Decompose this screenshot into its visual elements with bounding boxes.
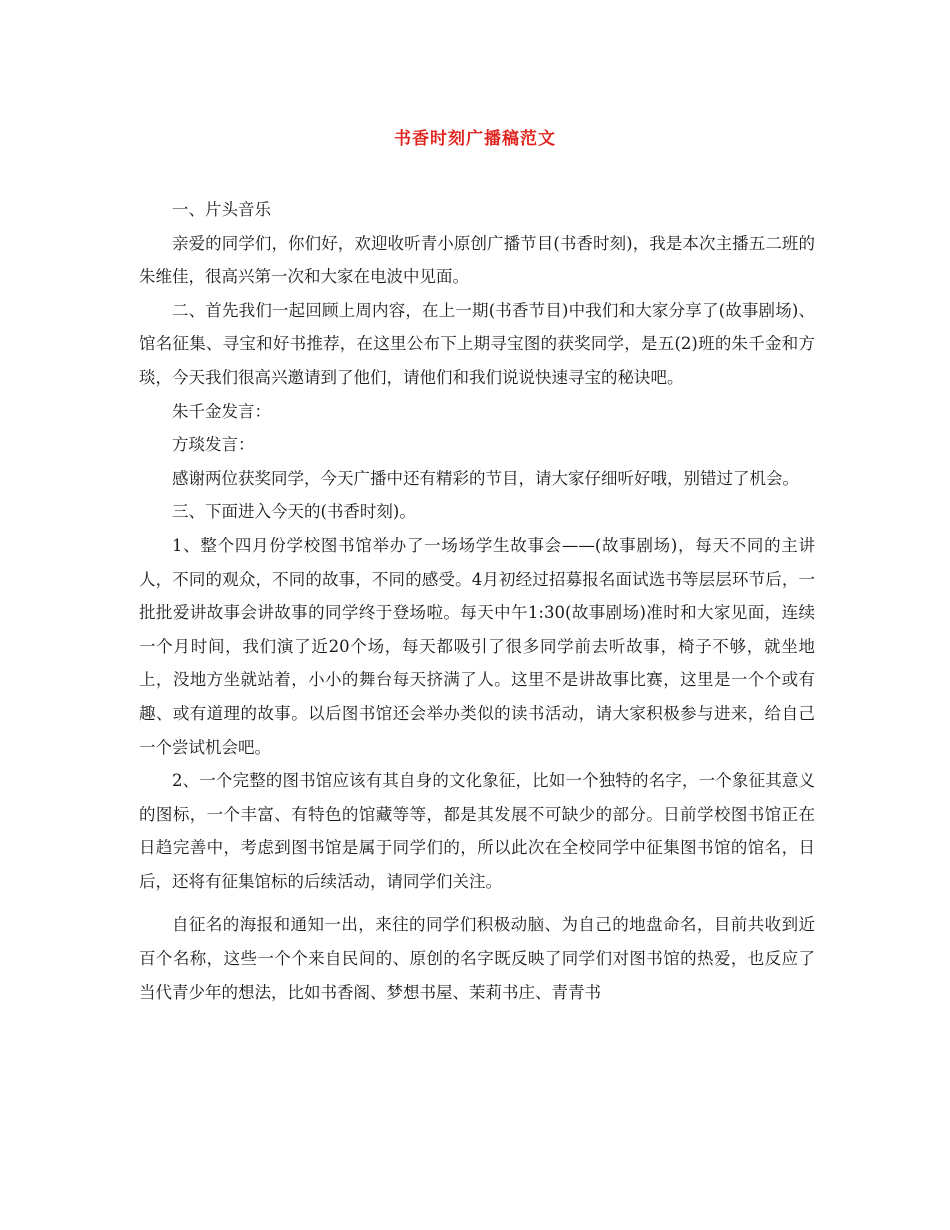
paragraph-greeting: 亲爱的同学们，你们好，欢迎收听青小原创广播节目(书香时刻)，我是本次主播五二班的朱维佳，很高兴第一次和大家在电波中见面。 (139, 233, 815, 287)
paragraph-section-three: 三、下面进入今天的(书香时刻)。 (172, 502, 416, 522)
paragraph-speaker-1: 朱千金发言： (172, 401, 271, 421)
document-body (139, 193, 815, 1009)
paragraph-library-name: 2、一个完整的图书馆应该有其自身的文化象征，比如一个独特的名字，一个象征其意义的图标，一个丰富、有特色的馆藏等等，都是其发展不可缺少的部分。日前学校图书馆正在日趋完善中，考虑到图书馆是属于同学们的，所以此次在全校同学中征集图书馆的馆名，日后，还将有征集馆标的后续活动，请同学们关注。 (139, 771, 815, 891)
paragraph-review: 二、首先我们一起回顾上周内容，在上一期(书香节目)中我们和大家分享了(故事剧场)、馆名征集、寻宝和好书推荐，在这里公布下上期寻宝图的获奖同学，是五(2)班的朱千金和方琰，今天我们很高兴邀请到了他们，请他们和我们说说快速寻宝的秘诀吧。 (139, 300, 815, 387)
document-title: 书香时刻广播稿范文 (394, 129, 556, 149)
paragraph-thanks: 感谢两位获奖同学，今天广播中还有精彩的节目，请大家仔细听好哦，别错过了机会。 (172, 468, 799, 488)
paragraph-name-collection: 自征名的海报和通知一出，来往的同学们积极动脑、为自己的地盘命名，目前共收到近百个名称，这些一个个来自民间的、原创的名字既反映了同学们对图书馆的热爱，也反应了当代青少年的想法，比如书香阁、梦想书屋、茉莉书庄、青青书 (139, 915, 815, 1002)
paragraph-opening-music: 一、片头音乐 (172, 200, 271, 219)
paragraph-speaker-2: 方琰发言： (172, 435, 255, 455)
paragraph-story-theater: 1、整个四月份学校图书馆举办了一场场学生故事会——(故事剧场)，每天不同的主讲人，不同的观众，不同的故事，不同的感受。4月初经过招募报名面试选书等层层环节后，一批批爱讲故事会讲故事的同学终于登场啦。每天中午1:30(故事剧场)准时和大家见面，连续一个月时间，我们演了近20个场，每天都吸引了很多同学前去听故事，椅子不够，就坐地上，没地方坐就站着，小小的舞台每天挤满了人。这里不是讲故事比赛，这里是一个个或有趣、或有道理的故事。以后图书馆还会举办类似的读书活动，请大家积极参与进来，给自己一个尝试机会吧。 (139, 535, 815, 757)
